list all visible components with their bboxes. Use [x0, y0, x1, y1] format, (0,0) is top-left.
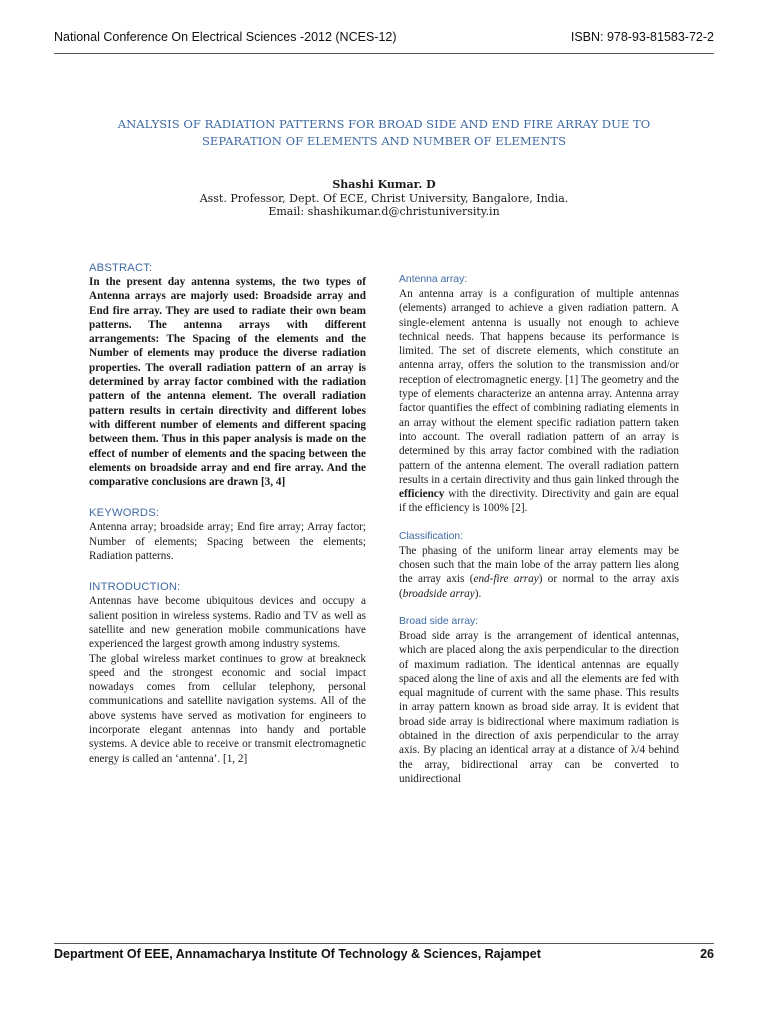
abstract-text: In the present day antenna systems, the two types of Antenna arrays are majorly used: Broadside array and End fire array. They are used to radiate their own beam patterns. The antenna arrays with different arrangements: The Spacing of the elements and the Number of elements may produce the diverse radiation properties. The overall radiation pattern of an array is determined by array factor combined with the radiation pattern of the antenna element. The overall radiation pattern results in certain directivity and different lobes with different number of elements and different spacing between them. Thus in this paper analysis is made on the effect of number of elements and the spacing between the elements on broadside array and end fire array. And the comparative conclusions are drawn [3, 4] — [89, 276, 366, 489]
title-line-1: ANALYSIS OF RADIATION PATTERNS FOR BROAD SIDE AND END FIRE ARRAY DUE TO — [117, 117, 651, 131]
keywords-heading: KEYWORDS: — [89, 507, 160, 520]
conference-name: National Conference On Electrical Sciences -2012 (NCES-12) — [54, 30, 397, 44]
broad-side-heading: Broad side array: — [399, 615, 479, 627]
running-header — [54, 30, 714, 44]
abstract-heading: ABSTRACT: — [89, 262, 153, 274]
classification-heading: Classification: — [399, 530, 464, 542]
title-line-2: SEPARATION OF ELEMENTS AND NUMBER OF ELEMENTS — [201, 134, 567, 148]
page-number: 26 — [700, 947, 714, 961]
antenna-array-heading: Antenna array: — [399, 274, 468, 285]
isbn: ISBN: 978-93-81583-72-2 — [570, 30, 714, 44]
classification-text: The phasing of the uniform linear array elements may be chosen such that the main lobe of the array pattern lies along the array axis (end-fire array) or normal to the array axis (broadside array). — [399, 544, 680, 600]
introduction-heading: INTRODUCTION: — [89, 581, 181, 594]
running-footer — [54, 947, 714, 961]
paper-title — [70, 116, 698, 150]
efficiency-term: efficiency — [399, 488, 445, 501]
introduction-paragraph-1: Antennas have become ubiquitous devices and occupy a salient position in wireless systems. Radio and TV as well as satellite and new generation mobile communications have experienced the largest growth among industry systems. — [89, 595, 366, 651]
keywords-text: Antenna array; broadside array; End fire array; Array factor; Number of elements; Spacing between the elements; Radiation patterns. — [89, 521, 366, 563]
end-fire-term: end-fire array — [473, 573, 539, 586]
department-name: Department Of EEE, Annamacharya Institute Of Technology & Sciences, Rajampet — [54, 947, 541, 961]
broad-side-text: Broad side array is the arrangement of identical antennas, which are placed along the axis perpendicular to the direction of maximum radiation. The identical antennas are equally spaced along the line of axis and all the elements are fed with equal magnitude of current with the same phase. This results in array pattern known as broad side array. It is evident that broad side array is bidirectional where maximum radiation is obtained in the direction of axis perpendicular to the array axis. By placing an identical array at a distance of λ/4 behind the array, bidirectional array can be converted to unidirectional — [399, 629, 679, 785]
footer-rule — [54, 943, 714, 944]
broadside-term: broadside array — [402, 587, 475, 600]
author-block — [54, 178, 714, 219]
author-affiliation: Asst. Professor, Dept. Of ECE, Christ University, Bangalore, India. — [199, 191, 569, 205]
antenna-array-text: An antenna array is a configuration of multiple antennas (elements) arranged to achieve a given radiation pattern. A single-element antenna is usually not enough to achieve technical needs. That happens because its performance is limited. The set of discrete elements, which constitute an antenna array, offers the solution to the transmission and/or reception of electromagnetic energy. [1] The geometry and the type of elements characterize an antenna array. Antenna array factor quantifies the effect of combining radiating elements in an array without the element specific radiation pattern taken into account. The overall radiation pattern of an array is determined by this array factor combined with the radiation pattern of the antenna element. The overall radiation pattern results in a certain directivity and thus gain linked through the efficiency with the directivity. Directivity and gain are equal if the efficiency is 100% [2]. — [399, 288, 679, 515]
header-rule — [54, 53, 714, 54]
left-column — [89, 261, 366, 766]
right-column — [399, 261, 679, 786]
introduction-paragraph-2: The global wireless market continues to grow at breakneck speed and the strongest economic and social impact nowadays comes from cellular telephony, personal communications and satellite navigation systems. All of the above systems have served as motivation for engineers to incorporate elegant antennas into handy and portable systems. A device able to receive or transmit electromagnetic energy is called an ‘antenna’. [1, 2] — [89, 652, 366, 765]
author-name: Shashi Kumar. D — [332, 178, 436, 191]
author-email: Email: shashikumar.d@christuniversity.in — [268, 205, 500, 218]
